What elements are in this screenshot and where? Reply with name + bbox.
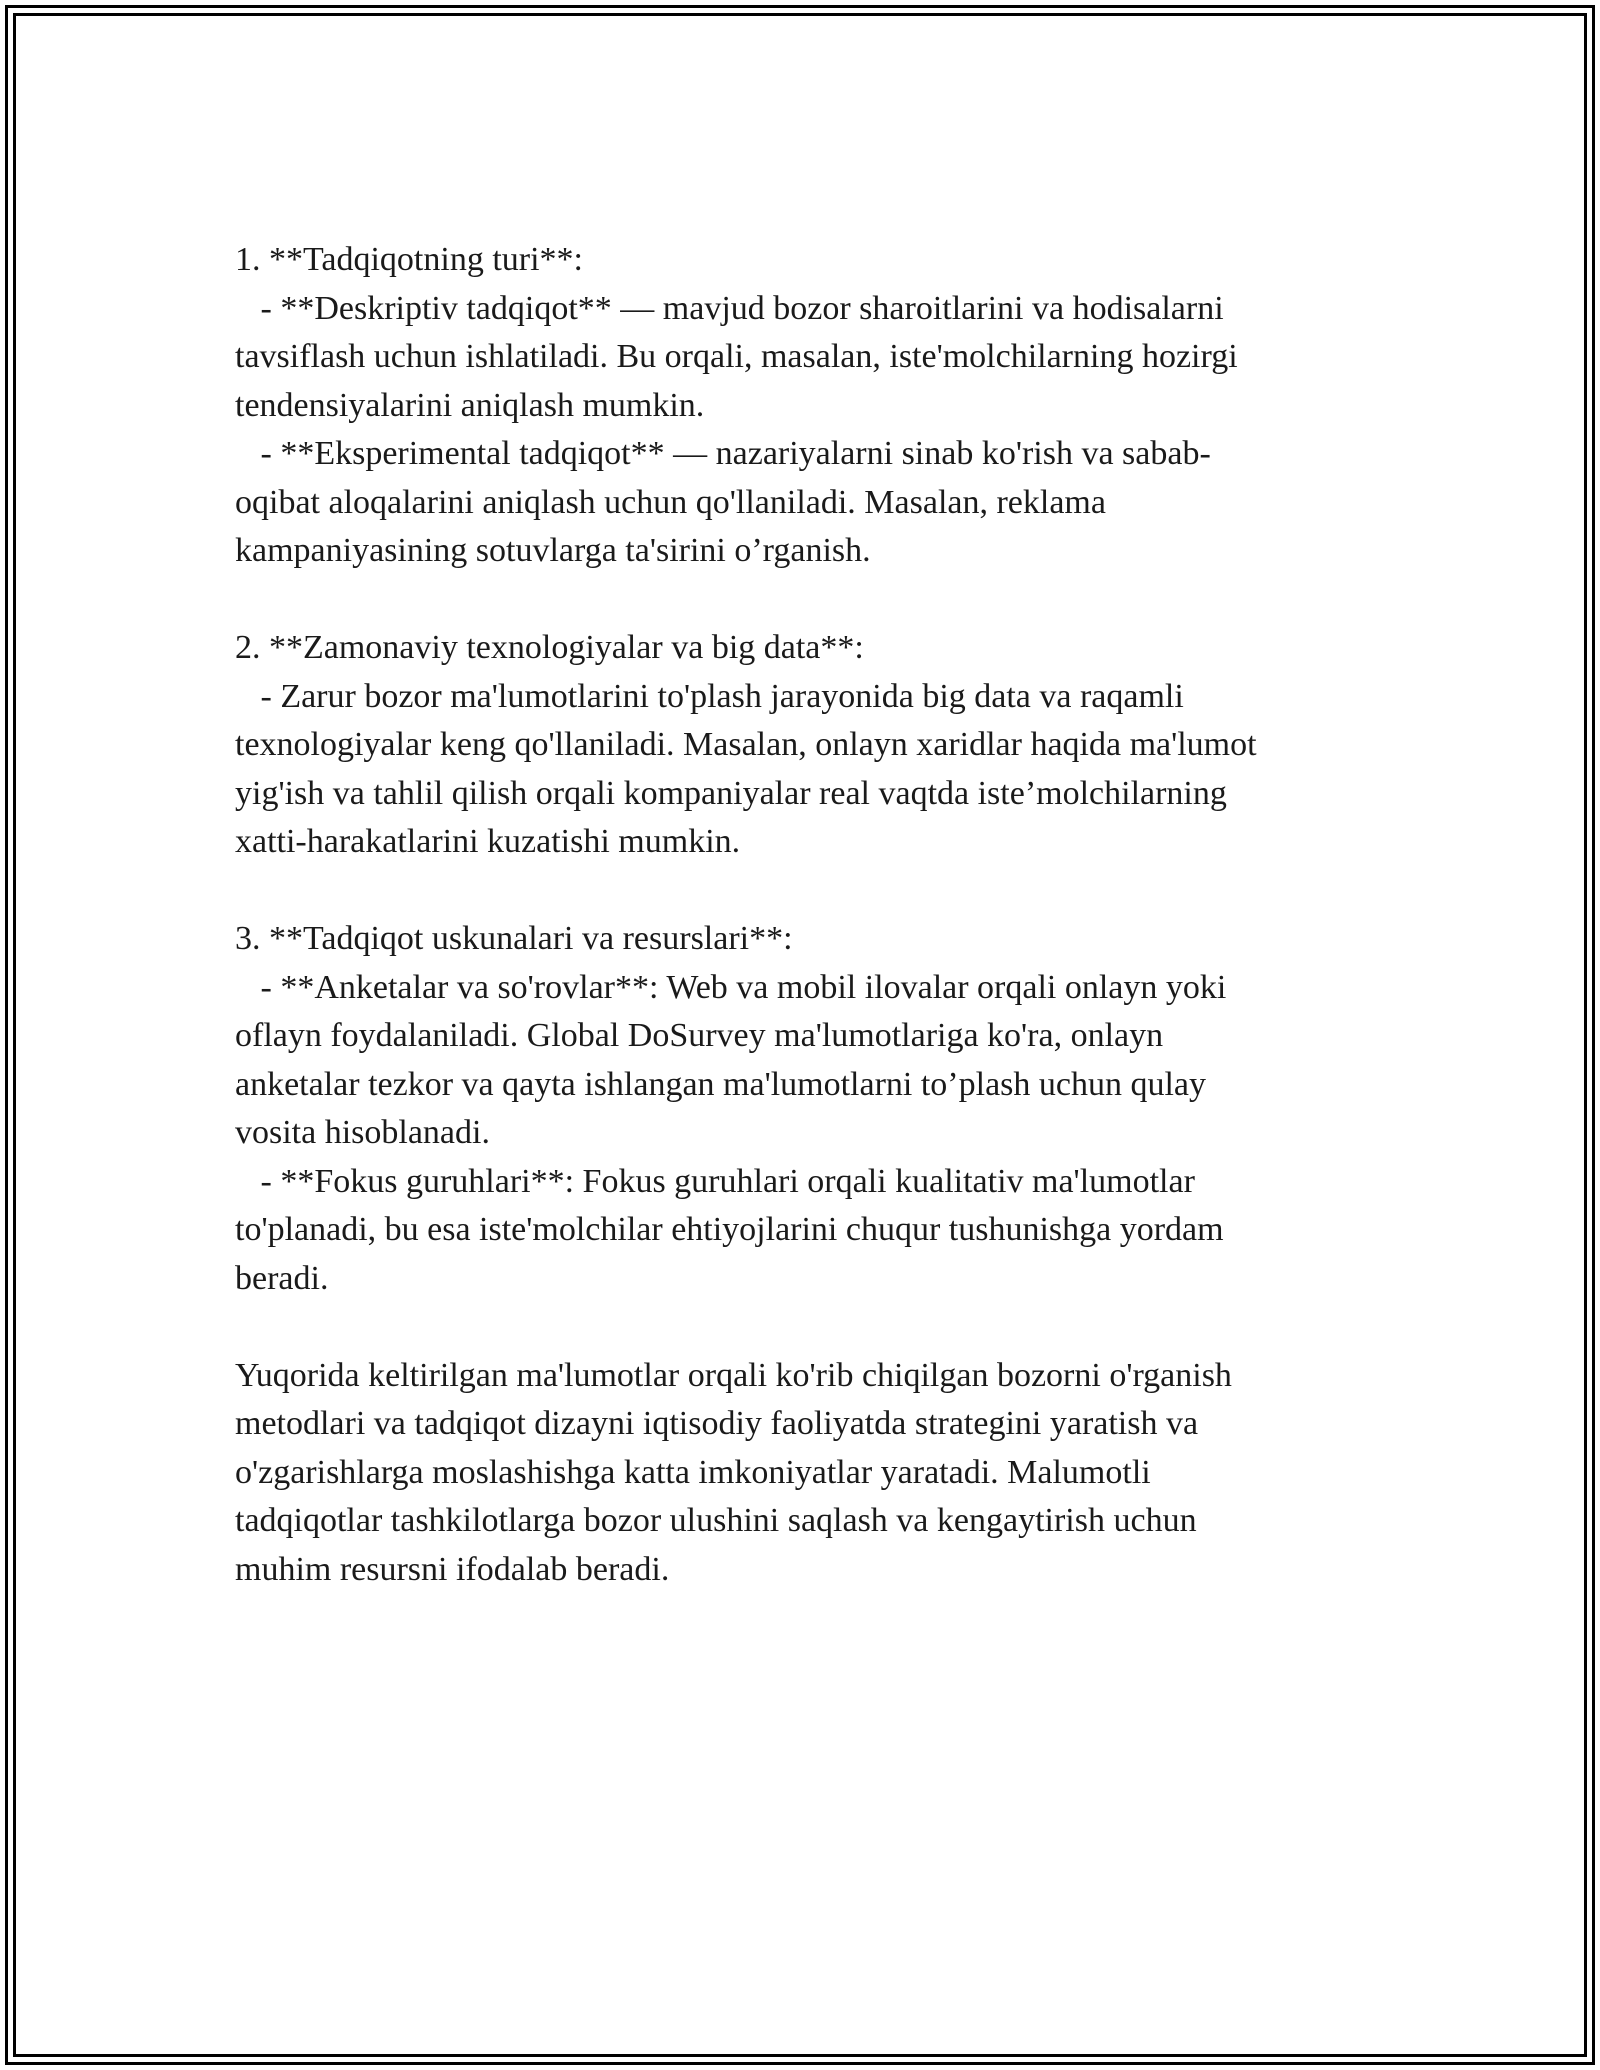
- text-line: texnologiyalar keng qo'llaniladi. Masalan, onlayn xaridlar haqida ma'lumot: [235, 726, 1257, 763]
- text-line: vosita hisoblanadi.: [235, 1114, 490, 1151]
- text-line: tadqiqotlar tashkilotlarga bozor ulushini saqlash va kengaytirish uchun: [235, 1502, 1197, 1539]
- text-line: o'zgarishlarga moslashishga katta imkoniyatlar yaratadi. Malumotli: [235, 1453, 1151, 1491]
- section-modern-technologies: [235, 624, 1370, 867]
- text-line: Yuqorida keltirilgan ma'lumotlar orqali ko'rib chiqilgan bozorni o'rganish: [235, 1356, 1232, 1394]
- text-line: anketalar tezkor va qayta ishlangan ma'lumotlarni to’plash uchun qulay: [235, 1065, 1207, 1103]
- text-line: to'planadi, bu esa iste'molchilar ehtiyojlarini chuqur tushunishga yordam: [235, 1211, 1224, 1248]
- text-line: xatti-harakatlarini kuzatishi mumkin.: [235, 823, 741, 860]
- section-heading: 1. **Tadqiqotning turi**:: [235, 241, 583, 278]
- paragraph-spacer: [235, 576, 1370, 625]
- section-conclusion: [235, 1352, 1370, 1595]
- text-line: oflayn foydalaniladi. Global DoSurvey ma'lumotlariga ko'ra, onlayn: [235, 1017, 1164, 1054]
- text-line: beradi.: [235, 1259, 329, 1297]
- text-line: - **Fokus guruhlari**: Fokus guruhlari orqali kualitativ ma'lumotlar: [235, 1162, 1195, 1200]
- text-line: yig'ish va tahlil qilish orqali kompaniyalar real vaqtda iste’molchilarning: [235, 774, 1227, 812]
- text-line: - **Anketalar va so'rovlar**: Web va mobil ilovalar orqali onlayn yoki: [235, 968, 1227, 1006]
- section-heading: 2. **Zamonaviy texnologiyalar va big data**:: [235, 629, 864, 666]
- section-research-type: [235, 236, 1370, 576]
- section-research-tools: [235, 915, 1370, 1303]
- text-line: tavsiflash uchun ishlatiladi. Bu orqali, masalan, iste'molchilarning hozirgi: [235, 338, 1238, 375]
- text-line: tendensiyalarini aniqlash mumkin.: [235, 386, 705, 424]
- text-line: - **Deskriptiv tadqiqot** — mavjud bozor sharoitlarini va hodisalarni: [235, 289, 1224, 327]
- text-line: muhim resursni ifodalab beradi.: [235, 1550, 670, 1588]
- text-line: metodlari va tadqiqot dizayni iqtisodiy faoliyatda strategini yaratish va: [235, 1405, 1199, 1442]
- text-line: - **Eksperimental tadqiqot** — nazariyalarni sinab ko'rish va sabab-: [235, 435, 1211, 472]
- document-body: [235, 236, 1370, 1594]
- section-heading: 3. **Tadqiqot uskunalari va resurslari**:: [235, 920, 793, 957]
- paragraph-spacer: [235, 1303, 1370, 1352]
- text-line: oqibat aloqalarini aniqlash uchun qo'llaniladi. Masalan, reklama: [235, 483, 1106, 521]
- paragraph-spacer: [235, 867, 1370, 916]
- text-line: - Zarur bozor ma'lumotlarini to'plash jarayonida big data va raqamli: [235, 677, 1184, 715]
- text-line: kampaniyasining sotuvlarga ta'sirini o’rganish.: [235, 532, 871, 569]
